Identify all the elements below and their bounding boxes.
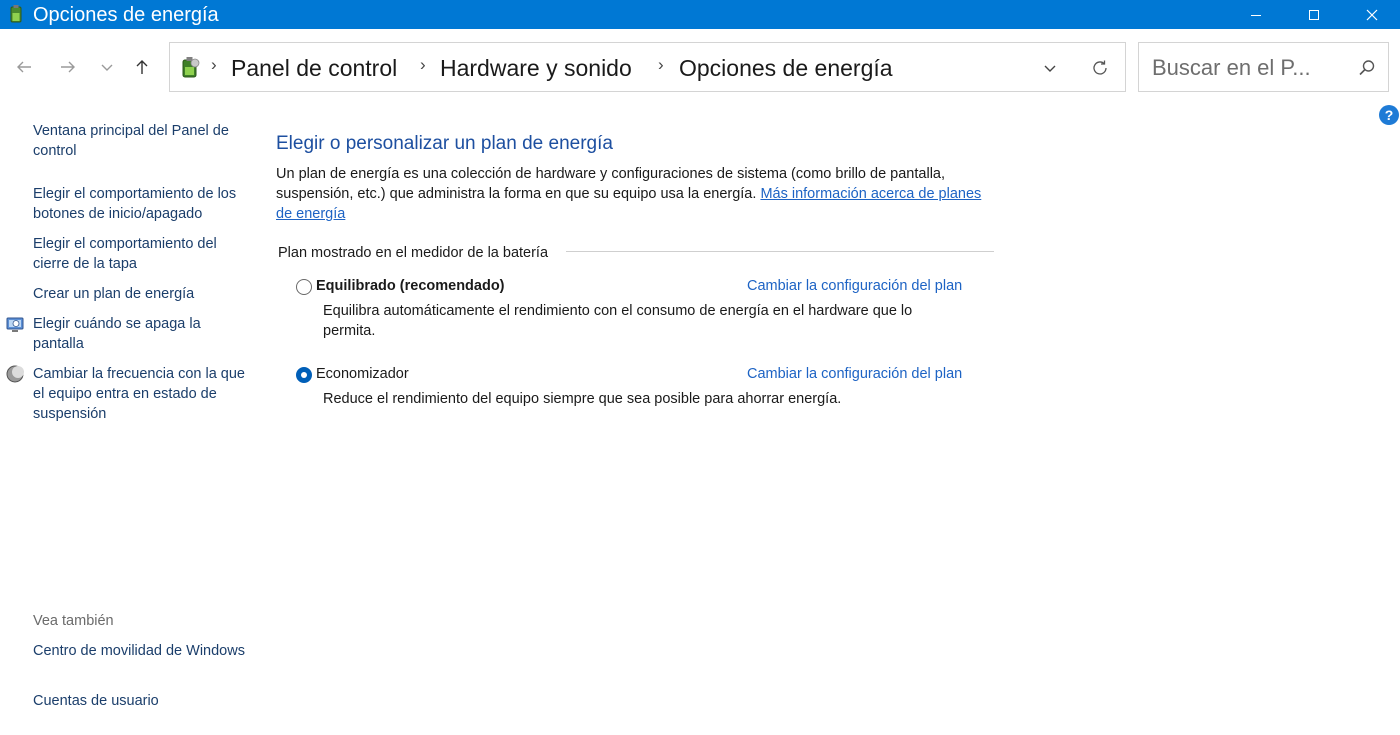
arrow-right-icon (59, 58, 77, 76)
link-sleep-settings[interactable]: Cambiar la frecuencia con la que el equipo entra en estado de suspensión (33, 366, 245, 422)
see-also-title: Vea también (33, 613, 114, 629)
refresh-icon (1091, 59, 1109, 77)
search-box[interactable] (1138, 42, 1389, 92)
breadcrumb-panel-de-control[interactable]: Panel de control (231, 55, 398, 81)
plan-name-power-saver[interactable]: Economizador (316, 366, 409, 382)
close-icon (1366, 9, 1378, 21)
refresh-button[interactable] (1086, 55, 1114, 81)
title-bar (0, 0, 1400, 29)
power-options-icon (179, 55, 201, 79)
plan-name-balanced[interactable]: Equilibrado (recomendado) (316, 278, 505, 294)
up-button[interactable] (127, 52, 157, 82)
close-button[interactable] (1343, 0, 1400, 29)
recent-locations-button[interactable] (92, 52, 122, 82)
search-icon[interactable] (1357, 58, 1377, 78)
more-info-link[interactable]: Más información acerca de planes de energía (276, 186, 982, 222)
maximize-button[interactable] (1285, 0, 1343, 29)
display-icon (5, 314, 25, 334)
page-title: Elegir o personalizar un plan de energía (276, 133, 613, 154)
radio-plan-power-saver[interactable] (296, 367, 312, 383)
link-lid-close-behavior[interactable]: Elegir el comportamiento del cierre de la tapa (33, 236, 217, 272)
address-bar[interactable] (169, 42, 1126, 92)
description-text: Un plan de energía es una colección de hardware y configuraciones de sistema (como brillo de pantalla, suspensión, etc.) que administra la forma en que su equipo usa la energía. (276, 166, 946, 202)
breadcrumb-opciones-de-energia[interactable]: Opciones de energía (679, 55, 893, 81)
minimize-icon (1250, 9, 1262, 21)
group-label: Plan mostrado en el medidor de la batería (278, 243, 556, 263)
change-plan-settings-link-balanced[interactable]: Cambiar la configuración del plan (747, 278, 963, 294)
minimize-button[interactable] (1227, 0, 1285, 29)
link-mobility-center[interactable]: Centro de movilidad de Windows (33, 643, 245, 659)
link-user-accounts[interactable]: Cuentas de usuario (33, 693, 159, 709)
window-title: Opciones de energía (33, 4, 219, 26)
change-plan-settings-link-power-saver[interactable]: Cambiar la configuración del plan (747, 366, 963, 382)
breadcrumb-separator-icon[interactable]: › (420, 55, 426, 74)
breadcrumb-hardware-y-sonido[interactable]: Hardware y sonido (440, 55, 632, 81)
forward-button[interactable] (53, 52, 83, 82)
help-icon[interactable]: ? (1379, 105, 1399, 125)
radio-plan-balanced[interactable] (296, 279, 312, 295)
link-control-panel-home[interactable]: Ventana principal del Panel de control (33, 123, 229, 159)
sleep-moon-icon (5, 364, 25, 384)
arrow-up-icon (133, 58, 151, 76)
maximize-icon (1308, 9, 1320, 21)
plan-description-power-saver: Reduce el rendimiento del equipo siempre que sea posible para ahorrar energía. (323, 391, 842, 407)
address-history-button[interactable] (1036, 55, 1064, 81)
link-power-buttons-behavior[interactable]: Elegir el comportamiento de los botones de inicio/apagado (33, 186, 237, 222)
breadcrumb-separator-icon[interactable]: › (211, 55, 217, 74)
chevron-down-icon (1043, 61, 1057, 75)
group-divider (566, 251, 994, 252)
power-options-icon (8, 4, 24, 24)
arrow-left-icon (15, 58, 33, 76)
plan-description-balanced: Equilibra automáticamente el rendimiento con el consumo de energía en el hardware que lo permita. (323, 303, 913, 339)
page-description (276, 164, 1001, 224)
link-create-power-plan[interactable]: Crear un plan de energía (33, 286, 195, 302)
chevron-down-icon (100, 60, 114, 74)
back-button[interactable] (9, 52, 39, 82)
link-display-off[interactable]: Elegir cuándo se apaga la pantalla (33, 316, 201, 352)
breadcrumb-separator-icon[interactable]: › (658, 55, 664, 74)
search-input[interactable] (1152, 54, 1352, 82)
